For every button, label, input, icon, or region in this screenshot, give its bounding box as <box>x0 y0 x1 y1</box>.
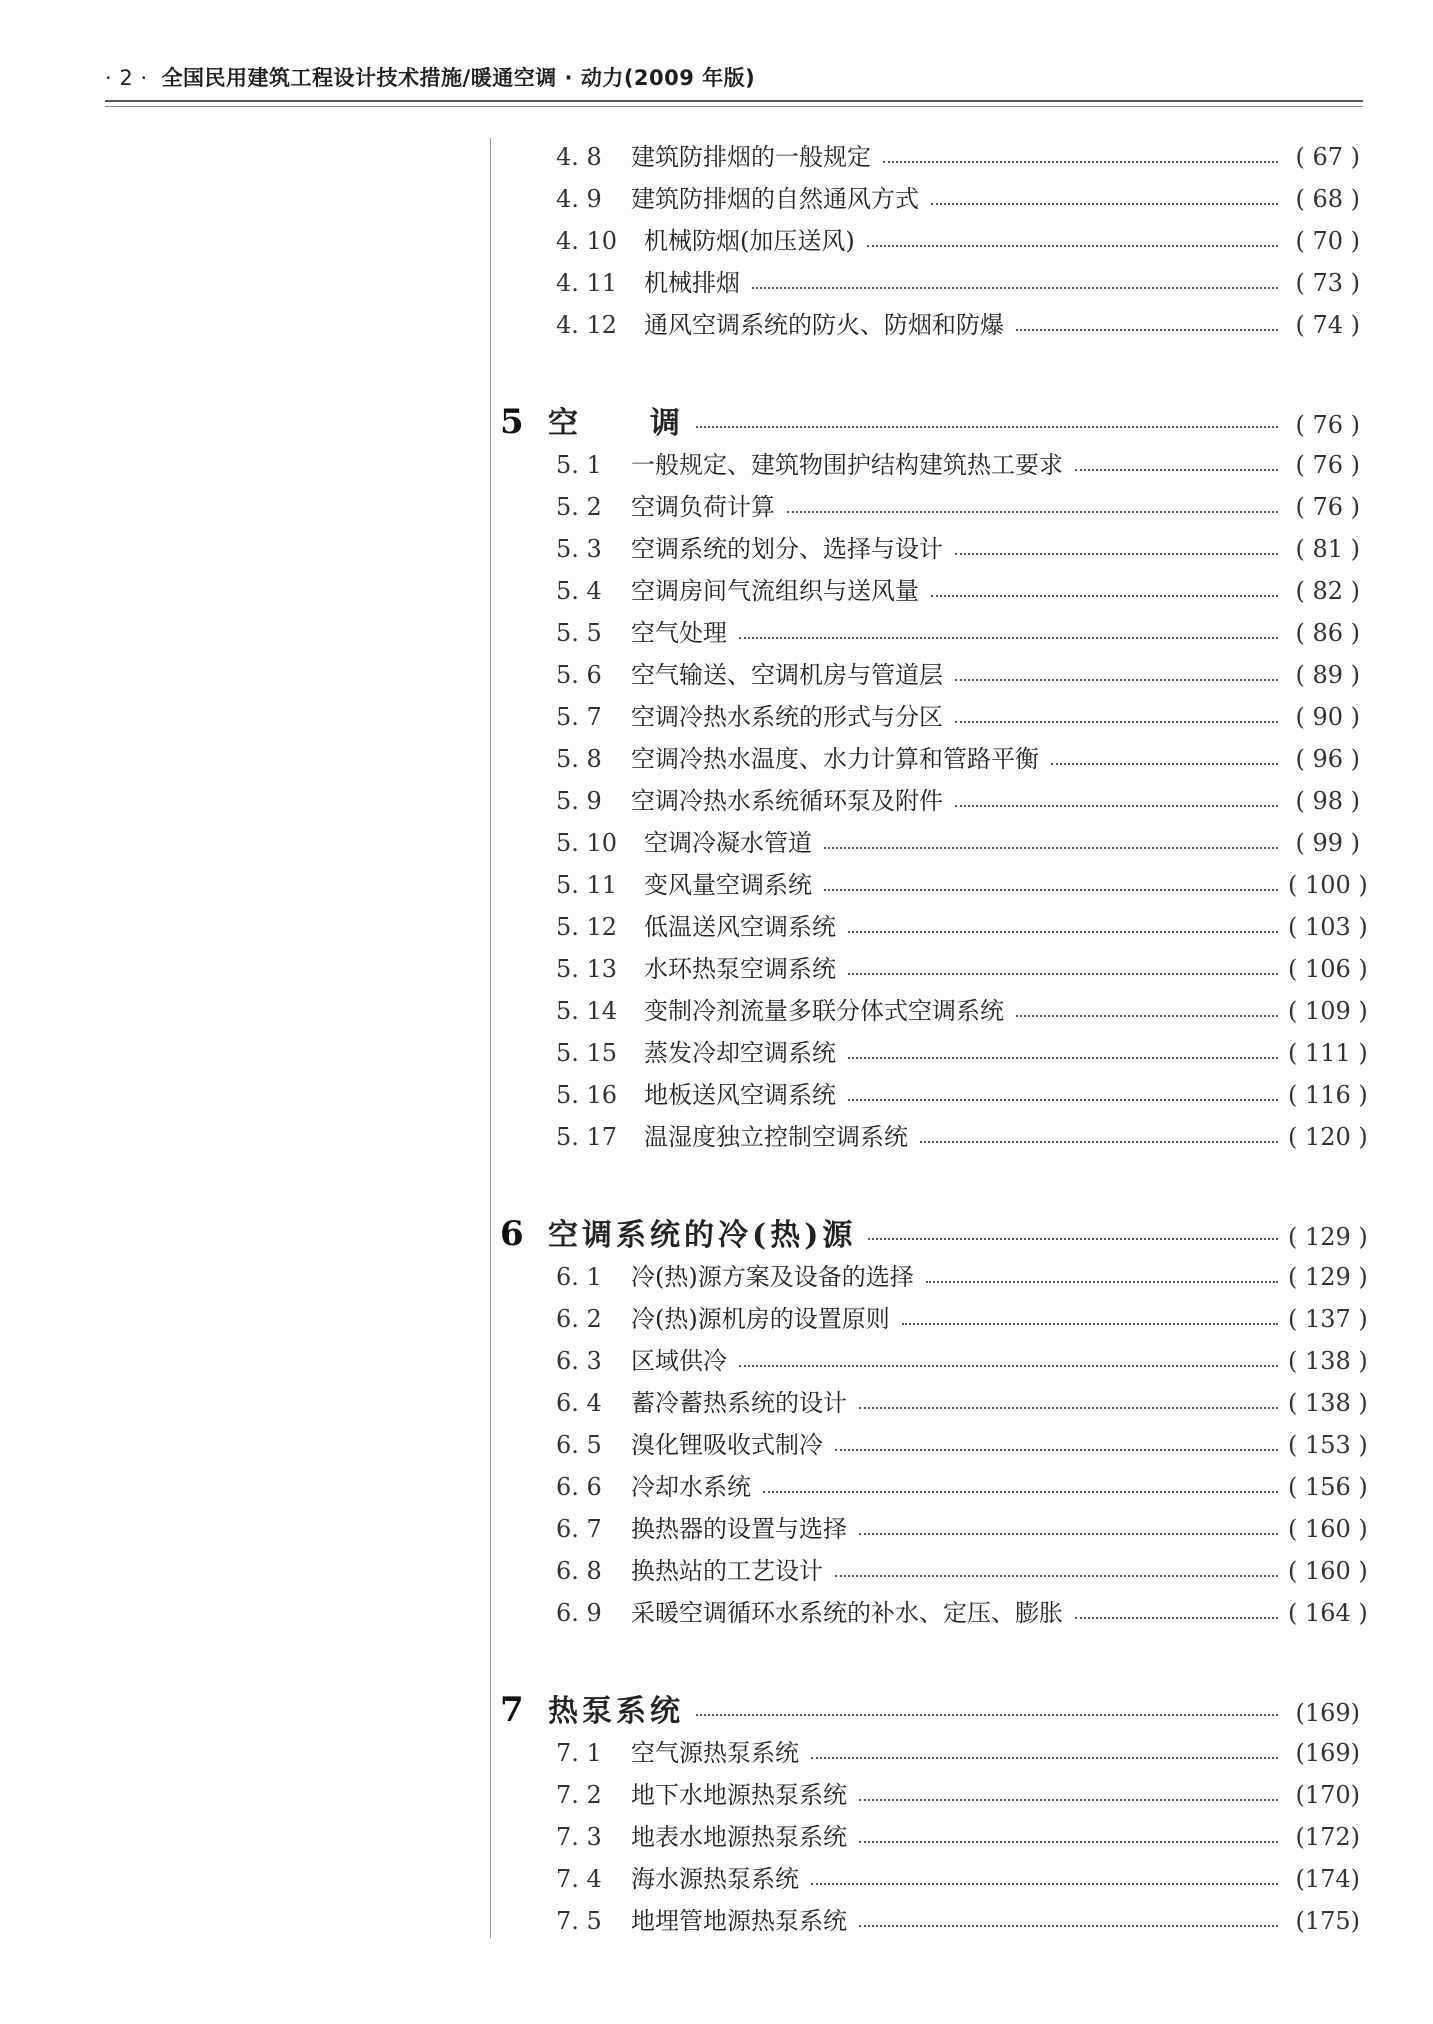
entry-title: 采暖空调循环水系统的补水、定压、膨胀 <box>631 1599 1063 1627</box>
entry-title: 建筑防排烟的一般规定 <box>631 143 871 171</box>
toc-chapter[interactable] <box>490 400 1360 444</box>
entry-number: 6. 4 <box>556 1389 602 1417</box>
dot-leader <box>824 889 1278 891</box>
entry-page: (169) <box>1295 1699 1360 1727</box>
entry-page: ( 160 ) <box>1288 1557 1368 1585</box>
entry-number: 5. 16 <box>556 1081 618 1109</box>
entry-number: 6. 5 <box>556 1431 602 1459</box>
entry-title: 空调冷热水系统循环泵及附件 <box>631 787 943 815</box>
toc-entry[interactable] <box>490 1732 1360 1774</box>
entry-number: 5. 2 <box>556 493 602 521</box>
entry-number: 4. 10 <box>556 227 618 255</box>
entry-number: 5. 7 <box>556 703 602 731</box>
toc-entry[interactable] <box>490 136 1360 178</box>
section-gap <box>490 1634 1360 1688</box>
entry-title: 空调冷凝水管道 <box>644 829 812 857</box>
toc-chapter[interactable] <box>490 1212 1368 1256</box>
dot-leader <box>739 1365 1278 1367</box>
entry-number: 5. 13 <box>556 955 618 983</box>
entry-number: 5. 10 <box>556 829 618 857</box>
entry-number: 6. 8 <box>556 1557 602 1585</box>
entry-number: 7 <box>500 1690 524 1730</box>
entry-page: ( 164 ) <box>1288 1599 1368 1627</box>
entry-title: 地表水地源热泵系统 <box>631 1823 847 1851</box>
dot-leader <box>1016 1015 1278 1017</box>
entry-page: ( 129 ) <box>1288 1223 1368 1251</box>
toc-entry[interactable] <box>490 262 1360 304</box>
entry-title: 空调房间气流组织与送风量 <box>631 577 919 605</box>
toc-entry[interactable] <box>490 1900 1360 1942</box>
entry-title: 地板送风空调系统 <box>644 1081 836 1109</box>
entry-number: 5. 1 <box>556 451 602 479</box>
toc-entry[interactable] <box>490 304 1360 346</box>
entry-title: 空调负荷计算 <box>631 493 775 521</box>
entry-page: ( 100 ) <box>1288 871 1368 899</box>
entry-title: 空调冷热水温度、水力计算和管路平衡 <box>631 745 1039 773</box>
entry-title: 溴化锂吸收式制冷 <box>631 1431 823 1459</box>
entry-title: 机械防烟(加压送风) <box>644 227 855 255</box>
toc-entry[interactable] <box>490 822 1360 864</box>
entry-page: (175) <box>1295 1907 1360 1935</box>
toc-entry[interactable] <box>490 1424 1368 1466</box>
running-header <box>105 62 755 92</box>
entry-title: 空 调 <box>548 406 684 441</box>
entry-page: ( 99 ) <box>1295 829 1360 857</box>
entry-page: ( 129 ) <box>1288 1263 1368 1291</box>
entry-title: 建筑防排烟的自然通风方式 <box>631 185 919 213</box>
dot-leader <box>931 203 1278 205</box>
entry-number: 6. 6 <box>556 1473 602 1501</box>
book-title: 全国民用建筑工程设计技术措施/暖通空调 · 动力(2009 年版) <box>161 66 756 90</box>
toc-entry[interactable] <box>490 1816 1360 1858</box>
entry-page: ( 76 ) <box>1295 451 1360 479</box>
entry-page: ( 109 ) <box>1288 997 1368 1025</box>
dot-leader <box>835 1575 1278 1577</box>
entry-title: 空气处理 <box>631 619 727 647</box>
toc-entry[interactable] <box>490 1298 1368 1340</box>
entry-number: 5. 6 <box>556 661 602 689</box>
dot-leader <box>867 245 1278 247</box>
entry-title: 变风量空调系统 <box>644 871 812 899</box>
entry-title: 水环热泵空调系统 <box>644 955 836 983</box>
toc-entry[interactable] <box>490 1508 1368 1550</box>
entry-number: 6. 9 <box>556 1599 602 1627</box>
dot-leader <box>848 1057 1278 1059</box>
entry-page: ( 76 ) <box>1295 411 1360 439</box>
toc-entry[interactable] <box>490 1116 1368 1158</box>
entry-page: ( 103 ) <box>1288 913 1368 941</box>
entry-title: 冷却水系统 <box>631 1473 751 1501</box>
dot-leader <box>739 637 1278 639</box>
entry-page: ( 76 ) <box>1295 493 1360 521</box>
toc-entry[interactable] <box>490 1032 1368 1074</box>
entry-title: 通风空调系统的防火、防烟和防爆 <box>644 311 1004 339</box>
toc-entry[interactable] <box>490 780 1360 822</box>
entry-number: 5. 17 <box>556 1123 618 1151</box>
entry-page: ( 73 ) <box>1295 269 1360 297</box>
toc-chapter[interactable] <box>490 1688 1360 1732</box>
entry-page: ( 111 ) <box>1288 1039 1368 1067</box>
dot-leader <box>859 1841 1278 1843</box>
toc-entry[interactable] <box>490 1592 1368 1634</box>
entry-title: 空调冷热水系统的形式与分区 <box>631 703 943 731</box>
dot-leader <box>859 1799 1278 1801</box>
toc-entry[interactable] <box>490 738 1360 780</box>
toc-entry[interactable] <box>490 864 1368 906</box>
toc-entry[interactable] <box>490 1774 1360 1816</box>
dot-leader <box>926 1281 1278 1283</box>
entry-page: ( 137 ) <box>1288 1305 1368 1333</box>
entry-number: 6. 3 <box>556 1347 602 1375</box>
entry-page: ( 70 ) <box>1295 227 1360 255</box>
entry-page: ( 138 ) <box>1288 1389 1368 1417</box>
toc-entry[interactable] <box>490 570 1360 612</box>
entry-title: 一般规定、建筑物围护结构建筑热工要求 <box>631 451 1063 479</box>
entry-number: 7. 1 <box>556 1739 602 1767</box>
header-rule-thin <box>105 106 1363 107</box>
entry-number: 6. 1 <box>556 1263 602 1291</box>
dot-leader <box>931 595 1278 597</box>
entry-page: (172) <box>1295 1823 1360 1851</box>
entry-number: 5. 14 <box>556 997 618 1025</box>
entry-title: 海水源热泵系统 <box>631 1865 799 1893</box>
entry-title: 蒸发冷却空调系统 <box>644 1039 836 1067</box>
dot-leader <box>811 1757 1278 1759</box>
entry-page: (170) <box>1295 1781 1360 1809</box>
entry-number: 7. 2 <box>556 1781 602 1809</box>
dot-leader <box>763 1491 1278 1493</box>
dot-leader <box>859 1533 1278 1535</box>
entry-number: 7. 4 <box>556 1865 602 1893</box>
entry-number: 5. 3 <box>556 535 602 563</box>
toc-entry[interactable] <box>490 444 1360 486</box>
dot-leader <box>955 553 1278 555</box>
table-of-contents <box>490 136 1368 1942</box>
dot-leader <box>848 931 1278 933</box>
entry-title: 机械排烟 <box>644 269 740 297</box>
toc-entry[interactable] <box>490 696 1360 738</box>
entry-title: 地埋管地源热泵系统 <box>631 1907 847 1935</box>
entry-title: 冷(热)源方案及设备的选择 <box>631 1263 914 1291</box>
dot-leader <box>1016 329 1278 331</box>
entry-title: 空调系统的划分、选择与设计 <box>631 535 943 563</box>
entry-page: ( 156 ) <box>1288 1473 1368 1501</box>
toc-entry[interactable] <box>490 1256 1368 1298</box>
entry-title: 空气源热泵系统 <box>631 1739 799 1767</box>
entry-title: 变制冷剂流量多联分体式空调系统 <box>644 997 1004 1025</box>
header-rule <box>105 100 1363 102</box>
entry-page: ( 138 ) <box>1288 1347 1368 1375</box>
entry-number: 4. 9 <box>556 185 602 213</box>
toc-entry[interactable] <box>490 486 1360 528</box>
dot-leader <box>859 1925 1278 1927</box>
toc-entry[interactable] <box>490 948 1368 990</box>
entry-page: (174) <box>1295 1865 1360 1893</box>
entry-page: ( 90 ) <box>1295 703 1360 731</box>
entry-page: ( 81 ) <box>1295 535 1360 563</box>
entry-title: 低温送风空调系统 <box>644 913 836 941</box>
toc-entry[interactable] <box>490 1074 1368 1116</box>
dot-leader <box>955 805 1278 807</box>
entry-page: ( 86 ) <box>1295 619 1360 647</box>
entry-page: ( 82 ) <box>1295 577 1360 605</box>
entry-page: (169) <box>1295 1739 1360 1767</box>
entry-page: ( 68 ) <box>1295 185 1360 213</box>
entry-number: 5. 11 <box>556 871 618 899</box>
toc-entry[interactable] <box>490 612 1360 654</box>
toc-entry[interactable] <box>490 178 1360 220</box>
toc-entry[interactable] <box>490 1550 1368 1592</box>
toc-entry[interactable] <box>490 220 1360 262</box>
entry-page: ( 116 ) <box>1288 1081 1368 1109</box>
entry-title: 地下水地源热泵系统 <box>631 1781 847 1809</box>
toc-entry[interactable] <box>490 1466 1368 1508</box>
dot-leader <box>920 1141 1278 1143</box>
section-gap <box>490 1158 1360 1212</box>
toc-entry[interactable] <box>490 528 1360 570</box>
entry-number: 5. 9 <box>556 787 602 815</box>
toc-entry[interactable] <box>490 906 1368 948</box>
dot-leader <box>848 1099 1278 1101</box>
entry-title: 热泵系统 <box>548 1694 684 1729</box>
entry-page: ( 74 ) <box>1295 311 1360 339</box>
dot-leader <box>824 847 1278 849</box>
entry-number: 4. 11 <box>556 269 618 297</box>
entry-title: 蓄冷蓄热系统的设计 <box>631 1389 847 1417</box>
dot-leader <box>752 287 1278 289</box>
entry-number: 6. 7 <box>556 1515 602 1543</box>
entry-page: ( 89 ) <box>1295 661 1360 689</box>
dot-leader <box>955 721 1278 723</box>
entry-number: 5 <box>500 402 524 442</box>
dot-leader <box>868 1238 1278 1240</box>
entry-page: ( 67 ) <box>1295 143 1360 171</box>
dot-leader <box>1075 1617 1278 1619</box>
dot-leader <box>835 1449 1278 1451</box>
dot-leader <box>902 1323 1278 1325</box>
entry-title: 冷(热)源机房的设置原则 <box>631 1305 890 1333</box>
dot-leader <box>696 1714 1278 1716</box>
page-number: · 2 · <box>105 66 148 90</box>
entry-number: 5. 8 <box>556 745 602 773</box>
entry-page: ( 96 ) <box>1295 745 1360 773</box>
toc-entry[interactable] <box>490 1382 1368 1424</box>
dot-leader <box>1075 469 1278 471</box>
entry-number: 5. 12 <box>556 913 618 941</box>
entry-page: ( 153 ) <box>1288 1431 1368 1459</box>
entry-title: 空调系统的冷(热)源 <box>548 1218 857 1253</box>
entry-number: 7. 3 <box>556 1823 602 1851</box>
entry-number: 6 <box>500 1214 524 1254</box>
dot-leader <box>859 1407 1278 1409</box>
dot-leader <box>955 679 1278 681</box>
section-gap <box>490 346 1360 400</box>
entry-title: 换热器的设置与选择 <box>631 1515 847 1543</box>
dot-leader <box>883 161 1278 163</box>
toc-entry[interactable] <box>490 654 1360 696</box>
entry-page: ( 160 ) <box>1288 1515 1368 1543</box>
entry-page: ( 98 ) <box>1295 787 1360 815</box>
toc-entry[interactable] <box>490 1858 1360 1900</box>
toc-entry[interactable] <box>490 990 1368 1032</box>
dot-leader <box>848 973 1278 975</box>
entry-title: 温湿度独立控制空调系统 <box>644 1123 908 1151</box>
entry-number: 6. 2 <box>556 1305 602 1333</box>
entry-title: 空气输送、空调机房与管道层 <box>631 661 943 689</box>
entry-number: 7. 5 <box>556 1907 602 1935</box>
dot-leader <box>1051 763 1278 765</box>
dot-leader <box>787 511 1278 513</box>
entry-number: 5. 4 <box>556 577 602 605</box>
entry-number: 5. 15 <box>556 1039 618 1067</box>
entry-number: 4. 8 <box>556 143 602 171</box>
entry-title: 换热站的工艺设计 <box>631 1557 823 1585</box>
dot-leader <box>696 426 1278 428</box>
toc-entry[interactable] <box>490 1340 1368 1382</box>
entry-page: ( 120 ) <box>1288 1123 1368 1151</box>
entry-page: ( 106 ) <box>1288 955 1368 983</box>
dot-leader <box>811 1883 1278 1885</box>
entry-title: 区域供冷 <box>631 1347 727 1375</box>
entry-number: 5. 5 <box>556 619 602 647</box>
entry-number: 4. 12 <box>556 311 618 339</box>
